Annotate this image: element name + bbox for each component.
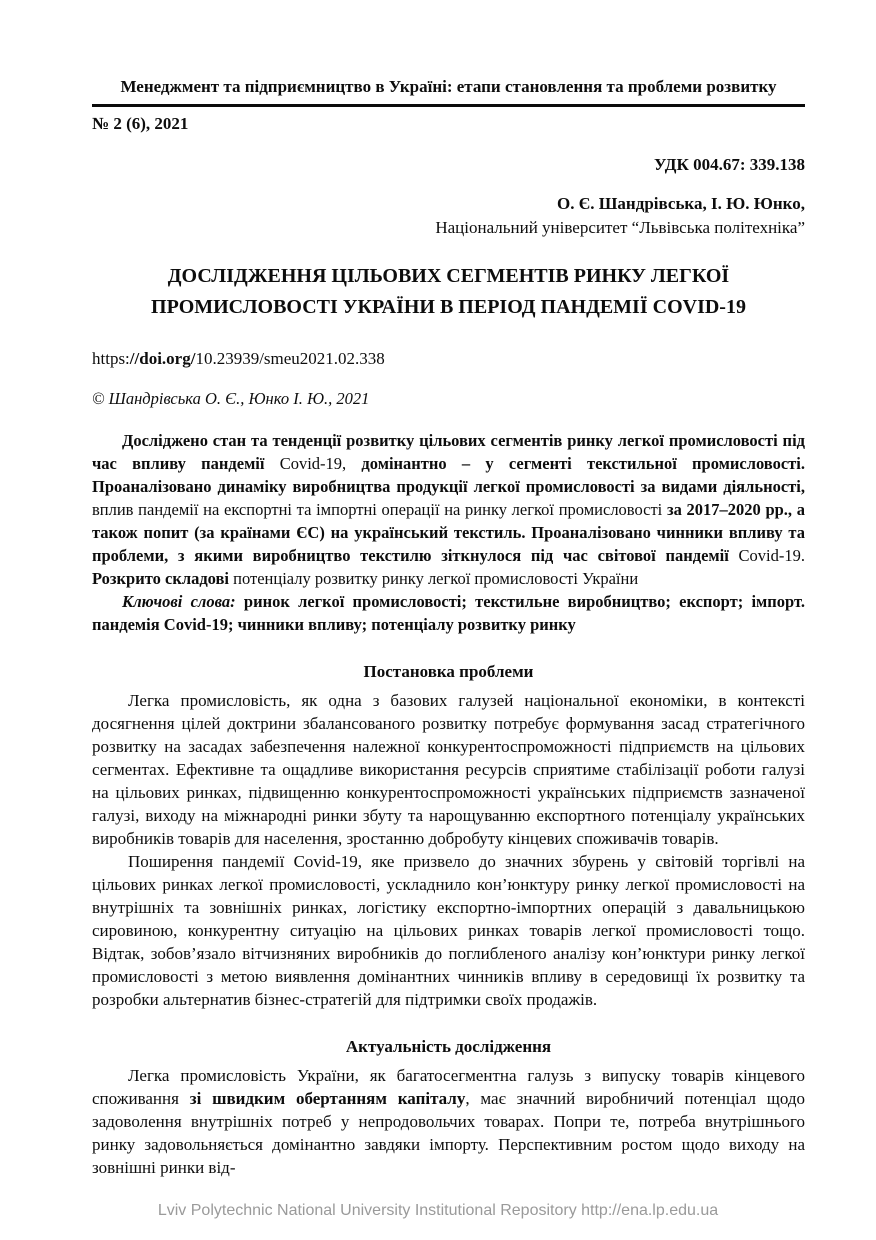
author-names: О. Є. Шандрівська, І. Ю. Юнко, — [557, 194, 805, 213]
journal-header — [92, 76, 805, 135]
repository-watermark: Lviv Polytechnic National University Institutional Repository http://ena.lp.edu.ua — [157, 1202, 719, 1219]
paragraph: Легка промисловість України, як багатосегментна галузь з випуску товарів кінцевого споживання зі швидким обертанням капіталу, має значний виробничий потенціал щодо задоволення внутрішніх потреб у непродовольчих товарах. Попри те, потреба внутрішнього ринку задовольняється домінантно завдяки імпорту. Перспективним ростом щодо виходу на зовнішні ринки від- — [92, 1066, 805, 1177]
section-problem-statement — [92, 662, 805, 1011]
article-title: ДОСЛІДЖЕННЯ ЦІЛЬОВИХ СЕГМЕНТІВ РИНКУ ЛЕГКОЇ ПРОМИСЛОВОСТІ УКРАЇНИ В ПЕРІОД ПАНДЕМІЇ COVID-19 — [151, 265, 746, 318]
udc-code: УДК 004.67: 339.138 — [654, 155, 805, 174]
abstract-block — [92, 429, 805, 636]
paragraph: Поширення пандемії Covid-19, яке призвело до значних збурень у світовій торгівлі на цільових ринках легкої промисловості, ускладнило кон’юнктуру ринку легкої промисловості на внутрішніх та зовнішніх ринках, логістику експортно-імпортних операцій з давальницькою сировиною, конкурентну ситуацію на цільових ринках товарів легкої промисловості тощо. Відтак, зобов’язало вітчизняних виробників до поглибленого аналізу кон’юнктури ринку легкої промисловості з метою виявлення домінантних чинників впливу в середовищі їх розвитку та розробки альтернатив бізнес-стратегій для підтримки своїх продажів. — [92, 852, 805, 1009]
paragraph: Легка промисловість, як одна з базових галузей національної економіки, в контексті досягнення цілей доктрини збалансованого розвитку потребує формування засад стратегічного розвитку на засадах забезпечення належної конкурентоспроможності підприємств на цільових сегментах. Ефективне та ощадливе використання ресурсів сприятиме стабілізації роботи галузі на цільових ринках, підвищенню конкурентоспроможності українських підприємств зазначеної галузі, виходу на міжнародні ринки збуту та нарощуванню експортного потенціалу українських виробників товарів для населення, зростанню добробуту кінцевих споживачів товарів. — [92, 691, 805, 848]
copyright-notice: © Шандрівська О. Є., Юнко І. Ю., 2021 — [92, 389, 370, 408]
section-heading-research-relevance: Актуальність дослідження — [345, 1037, 552, 1056]
journal-issue-number: № 2 (6), 2021 — [92, 114, 189, 133]
doi-link[interactable]: https://doi.org/10.23939/smeu2021.02.338 — [92, 349, 385, 368]
section-research-relevance — [92, 1037, 805, 1179]
author-affiliation: Національний університет “Львівська політехніка” — [435, 218, 805, 237]
journal-title: Менеджмент та підприємництво в Україні: етапи становлення та проблеми розвитку — [92, 76, 805, 107]
section-heading-problem-statement: Постановка проблеми — [363, 662, 534, 681]
keywords-line: Ключові слова: ринок легкої промисловості; текстильне виробництво; експорт; імпорт. пандемія Covid-19; чинники впливу; потенціалу розвитку ринку — [92, 592, 806, 634]
abstract-text: Досліджено стан та тенденції розвитку цільових сегментів ринку легкої промисловості під час впливу пандемії Covid-19, домінантно – у сегменті текстильної промисловості. Проаналізовано динаміку виробництва продукції легкої промисловості за видами діяльності, вплив пандемії на експортні та імпортні операції на ринку легкої промисловості за 2017–2020 рр., а також попит (за країнами ЄС) на український текстиль. Проаналізовано чинники впливу та проблеми, з якими виробництво текстилю зіткнулося під час світової пандемії Covid-19. Розкрито складові потенціалу розвитку ринку легкої промисловості України — [92, 431, 805, 588]
